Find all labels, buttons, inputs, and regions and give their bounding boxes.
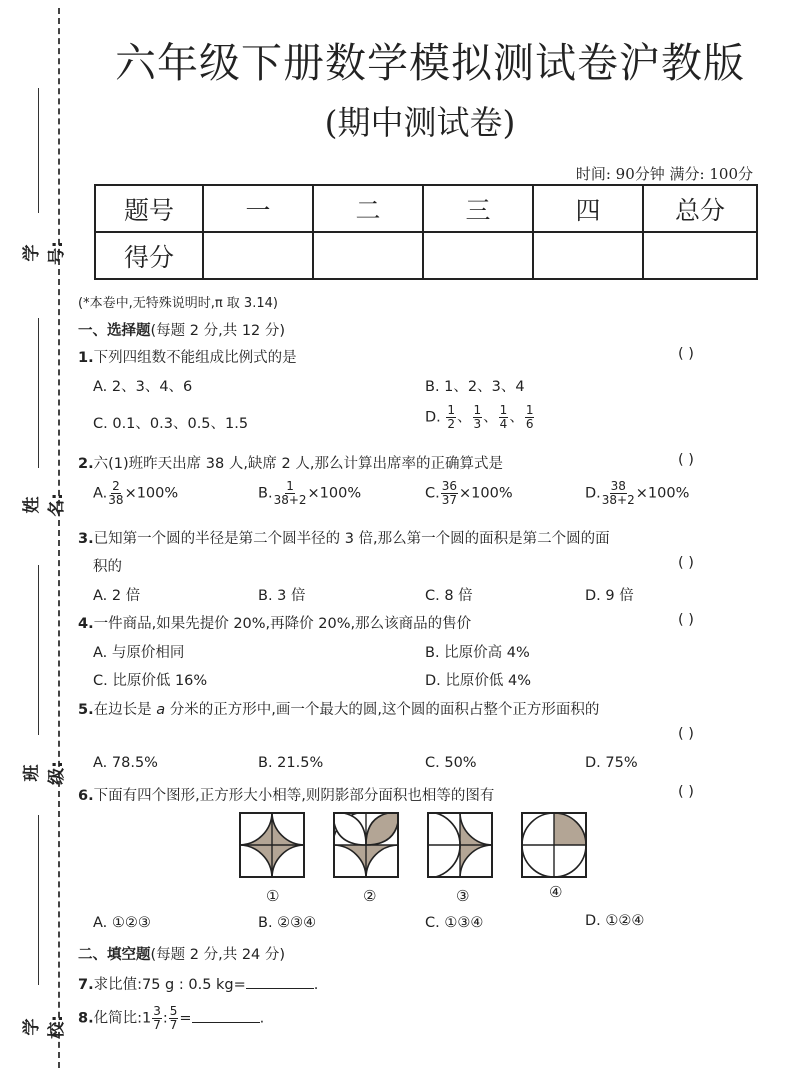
section1-detail: (每题 2 分,共 12 分) bbox=[150, 323, 286, 339]
section1-title: 一、选择题 bbox=[78, 323, 151, 339]
separator: 、 bbox=[483, 409, 498, 426]
score-cell: 得分 bbox=[95, 232, 203, 279]
fraction bbox=[602, 480, 635, 507]
q5-option-b: B. 21.5% bbox=[258, 755, 324, 771]
fraction-num: 2 bbox=[112, 479, 120, 493]
fraction-den: 4 bbox=[499, 417, 508, 431]
q5-option-c: C. 50% bbox=[425, 755, 477, 771]
binding-dashed-line bbox=[58, 8, 60, 1068]
q5-number: 5. bbox=[78, 702, 94, 718]
q4-answer-paren[interactable]: ( ) bbox=[678, 612, 694, 628]
q3-option-b: B. 3 倍 bbox=[258, 588, 306, 604]
fraction-num: 1 bbox=[525, 403, 534, 417]
option-prefix: D. bbox=[585, 485, 601, 502]
q6-stem bbox=[78, 784, 494, 805]
q1-option-b: B. 1、2、3、4 bbox=[425, 379, 525, 395]
fraction-den: 6 bbox=[525, 417, 534, 431]
q5-text-after: 分米的正方形中,画一个最大的圆,这个圆的面积占整个正方形面积的 bbox=[165, 702, 600, 718]
time-info: 时间: 90分钟 满分: 100分 bbox=[575, 165, 753, 183]
q3-number: 3. bbox=[78, 531, 94, 547]
q6-option-b: B. ②③④ bbox=[258, 915, 317, 931]
fraction-den: 2 bbox=[447, 417, 456, 431]
score-table bbox=[94, 184, 758, 280]
q1-answer-paren[interactable]: ( ) bbox=[678, 346, 694, 362]
score-header-row bbox=[95, 185, 757, 232]
q1-text: 下列四组数不能组成比例式的是 bbox=[93, 350, 297, 366]
q4-option-c: C. 比原价低 16% bbox=[93, 673, 208, 689]
option-suffix: ×100% bbox=[635, 485, 690, 502]
option-prefix: C. bbox=[425, 485, 440, 502]
q7-stem bbox=[78, 973, 318, 994]
q3-option-a: A. 2 倍 bbox=[93, 588, 141, 604]
q4-option-d: D. 比原价低 4% bbox=[425, 673, 531, 689]
fraction-num: 36 bbox=[441, 479, 458, 493]
class-line bbox=[38, 565, 39, 735]
option-suffix: ×100% bbox=[307, 485, 362, 502]
q1-option-d-prefix: D. bbox=[425, 409, 441, 426]
fraction-num: 3 bbox=[153, 1004, 161, 1018]
q5-option-d: D. 75% bbox=[585, 755, 638, 771]
fraction bbox=[108, 480, 123, 507]
q3-text: 已知第一个圆的半径是第二个圆半径的 3 倍,那么第一个圆的面积是第二个圆的面 bbox=[93, 531, 610, 547]
q1-option-a: A. 2、3、4、6 bbox=[93, 379, 193, 395]
q8-text: 化简比:1 bbox=[93, 1010, 152, 1027]
figure-3-label: ③ bbox=[456, 887, 470, 905]
school-label: 学校: bbox=[22, 1015, 67, 1039]
q5-stem bbox=[78, 698, 599, 719]
q4-stem bbox=[78, 612, 471, 633]
fraction-num: 1 bbox=[447, 403, 456, 417]
option-suffix: ×100% bbox=[459, 485, 513, 502]
q8-answer-blank[interactable] bbox=[192, 1008, 260, 1023]
q7-end: . bbox=[313, 977, 319, 993]
q6-answer-paren[interactable]: ( ) bbox=[678, 784, 694, 800]
q1-option-d bbox=[425, 404, 535, 431]
q6-option-a: A. ①②③ bbox=[93, 915, 151, 931]
q8-stem bbox=[78, 1005, 264, 1032]
q7-number: 7. bbox=[78, 977, 94, 993]
q3-answer-paren[interactable]: ( ) bbox=[678, 555, 694, 571]
fraction bbox=[441, 480, 458, 507]
figure-1-label: ① bbox=[266, 887, 280, 905]
q8-end: . bbox=[259, 1010, 265, 1027]
q6-option-c: C. ①③④ bbox=[425, 915, 484, 931]
name-line bbox=[38, 318, 39, 468]
separator: 、 bbox=[509, 409, 524, 426]
q4-number: 4. bbox=[78, 616, 94, 632]
q5-answer-paren[interactable]: ( ) bbox=[678, 726, 694, 742]
note-text: (*本卷中,无特殊说明时,π 取 3.14) bbox=[78, 296, 278, 311]
q3-stem bbox=[78, 527, 610, 548]
option-prefix: A. bbox=[93, 485, 108, 502]
score-input-cell[interactable] bbox=[533, 232, 643, 279]
q2-text: 六(1)班昨天出席 38 人,缺席 2 人,那么计算出席率的正确算式是 bbox=[93, 456, 503, 472]
figure-3 bbox=[427, 812, 493, 878]
score-value-row bbox=[95, 232, 757, 279]
fraction-num: 5 bbox=[169, 1004, 178, 1018]
page-subtitle: (期中测试卷) bbox=[324, 103, 516, 142]
class-label: 班级: bbox=[22, 761, 67, 785]
fraction bbox=[525, 404, 535, 431]
fraction-den: 3 bbox=[473, 417, 482, 431]
q1-number: 1. bbox=[78, 350, 94, 366]
score-cell: 四 bbox=[533, 185, 643, 232]
q6-number: 6. bbox=[78, 788, 94, 804]
school-line bbox=[38, 815, 39, 985]
q6-option-d: D. ①②④ bbox=[585, 913, 645, 929]
fraction-num: 38 bbox=[610, 479, 626, 493]
q3-option-d: D. 9 倍 bbox=[585, 588, 634, 604]
q5-variable: a bbox=[156, 702, 166, 718]
page-title: 六年级下册数学模拟测试卷沪教版 bbox=[115, 39, 745, 87]
figure-4-label: ④ bbox=[549, 883, 563, 901]
fraction bbox=[169, 1005, 179, 1032]
separator: 、 bbox=[457, 409, 472, 426]
q2-option-c bbox=[425, 480, 513, 507]
q7-text: 求比值:75 g : 0.5 kg= bbox=[93, 977, 246, 993]
score-cell: 一 bbox=[203, 185, 313, 232]
fraction-num: 1 bbox=[473, 403, 482, 417]
score-input-cell[interactable] bbox=[313, 232, 423, 279]
q1-option-c: C. 0.1、0.3、0.5、1.5 bbox=[93, 416, 249, 432]
q2-number: 2. bbox=[78, 456, 94, 472]
q2-option-b bbox=[258, 480, 361, 507]
fraction-den: 7 bbox=[153, 1018, 161, 1032]
q8-number: 8. bbox=[78, 1010, 94, 1027]
q1-stem bbox=[78, 346, 297, 367]
option-prefix: B. bbox=[258, 485, 273, 502]
q6-text: 下面有四个图形,正方形大小相等,则阴影部分面积也相等的图有 bbox=[93, 788, 495, 804]
fraction-num: 1 bbox=[499, 403, 508, 417]
equals-sign: = bbox=[179, 1010, 192, 1027]
section2-title: 二、填空题 bbox=[78, 947, 151, 963]
fraction bbox=[152, 1005, 162, 1032]
fraction-den: 38 bbox=[108, 493, 124, 507]
fraction-den: 7 bbox=[169, 1018, 178, 1032]
fraction bbox=[473, 404, 483, 431]
q5-option-a: A. 78.5% bbox=[93, 755, 158, 771]
q3-option-c: C. 8 倍 bbox=[425, 588, 473, 604]
section2-heading bbox=[78, 943, 285, 964]
figure-2-label: ② bbox=[363, 887, 377, 905]
name-label: 姓名: bbox=[22, 493, 67, 517]
q3-stem-cont: 积的 bbox=[93, 559, 122, 575]
student-id-line bbox=[38, 88, 39, 213]
score-cell: 题号 bbox=[95, 185, 203, 232]
fraction bbox=[446, 404, 456, 431]
q7-answer-blank[interactable] bbox=[246, 974, 314, 989]
score-cell: 总分 bbox=[643, 185, 757, 232]
q4-option-b: B. 比原价高 4% bbox=[425, 645, 530, 661]
option-suffix: ×100% bbox=[124, 485, 179, 502]
student-id-label: 学号: bbox=[22, 241, 67, 265]
q2-answer-paren[interactable]: ( ) bbox=[678, 452, 694, 468]
q4-option-a: A. 与原价相同 bbox=[93, 645, 185, 661]
section2-detail: (每题 2 分,共 24 分) bbox=[150, 947, 286, 963]
fraction-den: 38+2 bbox=[601, 493, 635, 507]
figure-4 bbox=[521, 812, 587, 878]
figure-2 bbox=[333, 812, 399, 878]
q5-text-before: 在边长是 bbox=[93, 702, 157, 718]
q2-option-a bbox=[93, 480, 178, 507]
score-input-cell[interactable] bbox=[203, 232, 313, 279]
score-input-cell[interactable] bbox=[643, 232, 757, 279]
ratio-colon: : bbox=[162, 1010, 168, 1027]
fraction-den: 37 bbox=[441, 493, 458, 507]
q2-option-d bbox=[585, 480, 689, 507]
figure-1 bbox=[239, 812, 305, 878]
fraction-num: 1 bbox=[286, 479, 294, 493]
fraction bbox=[274, 480, 307, 507]
fraction bbox=[499, 404, 509, 431]
score-cell: 三 bbox=[423, 185, 533, 232]
fraction-den: 38+2 bbox=[273, 493, 307, 507]
score-cell: 二 bbox=[313, 185, 423, 232]
q2-stem bbox=[78, 452, 503, 473]
section1-heading bbox=[78, 319, 285, 340]
q4-text: 一件商品,如果先提价 20%,再降价 20%,那么该商品的售价 bbox=[93, 616, 472, 632]
score-input-cell[interactable] bbox=[423, 232, 533, 279]
